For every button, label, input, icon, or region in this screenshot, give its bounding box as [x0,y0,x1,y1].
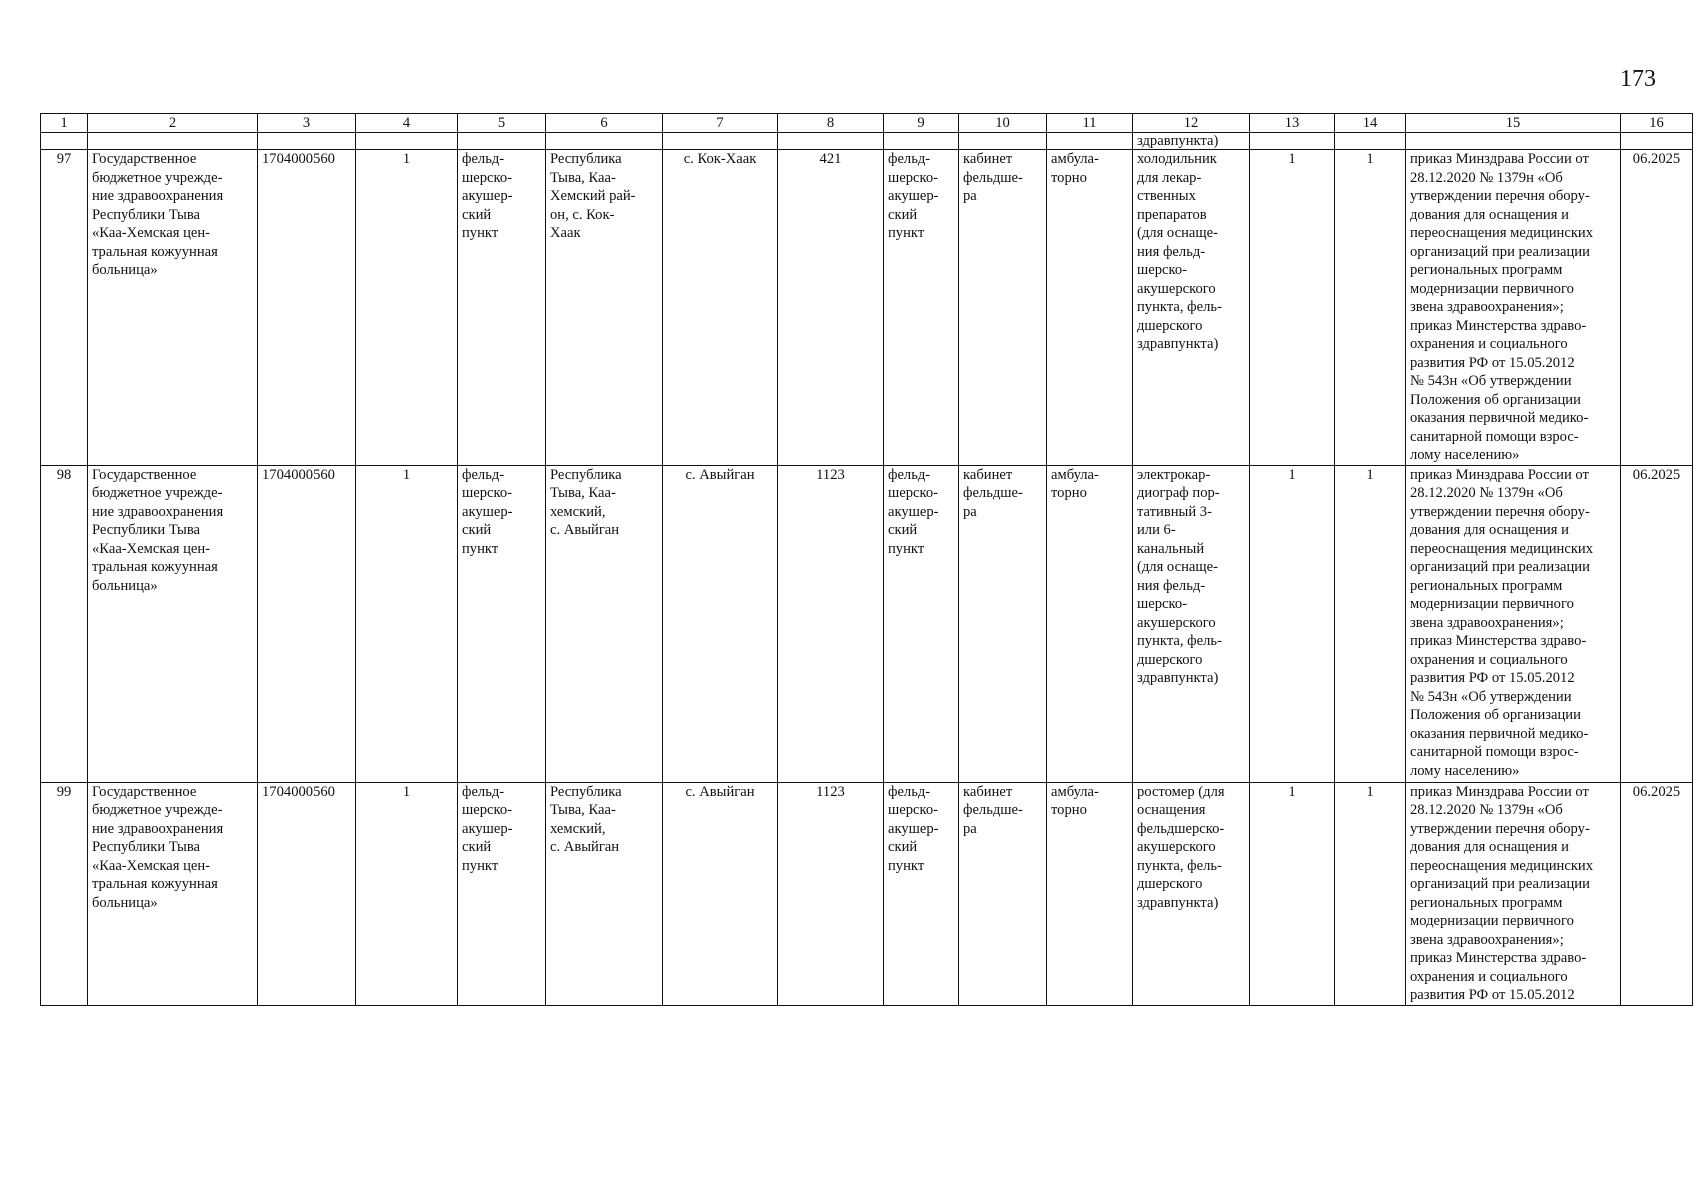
table-row [41,150,1693,466]
column-number: 7 [663,114,778,133]
column-14-value: 1 [1335,465,1406,782]
address: Республика Тыва, Каа- хемский, с. Авыйган [550,466,622,538]
unit-type-2: фельд- шерско- акушер- ский пункт [888,466,939,557]
unit-type: фельд- шерско- акушер- ский пункт [462,151,513,241]
column-number: 1 [41,114,88,133]
unit-type-2: фельд- шерско- акушер- ский пункт [888,151,939,241]
column-number: 2 [88,114,258,133]
population: 421 [778,150,884,466]
carry-over-text: здравпункта) [1133,133,1250,150]
column-number: 3 [258,114,356,133]
carry-over-row [41,133,1693,150]
column-14-value: 1 [1335,150,1406,466]
column-4-value: 1 [356,782,458,1005]
equipment: ростомер (для оснащения фельдшерско- акушерского пункта, фель- дшерского здравпункта) [1137,783,1225,911]
address: Республика Тыва, Каа- Хемский рай- он, с. Кок- Хаак [550,151,636,241]
column-number: 6 [546,114,663,133]
equipment: электрокар- диограф пор- тативный 3- или 6- канальный (для оснаще- ния фельд- шерско- акушерского пункта, фель- дшерского здравпункта) [1137,466,1222,686]
legal-basis: приказ Минздрава России от 28.12.2020 № 1379н «Об утверждении перечня обору- дования для оснащения и переоснащения медицинских организаций при реализации региональных программ модернизации первичного звена здравоохранения»; приказ Минстерства здраво- охранения и социального развития РФ от 15.05.2012 № 543н «Об утверждении Положения об организации оказания первичной медико- санитарной помощи взрос- лому населению» [1410,151,1594,463]
column-number: 10 [959,114,1047,133]
settlement: с. Авыйган [663,782,778,1005]
column-number: 15 [1406,114,1621,133]
row-number: 97 [41,150,88,466]
care-form: амбула- торно [1051,466,1099,501]
room: кабинет фельдше- ра [963,466,1023,520]
column-13-value: 1 [1250,150,1335,466]
institution-name: Государственное бюджетное учрежде- ние здравоохранения Республики Тыва «Каа-Хемская цен- тральная кожуунная больница» [92,783,224,911]
settlement: с. Кок-Хаак [663,150,778,466]
column-number: 4 [356,114,458,133]
column-number: 16 [1621,114,1693,133]
care-form: амбула- торно [1051,151,1099,186]
column-number: 14 [1335,114,1406,133]
column-number: 9 [884,114,959,133]
column-4-value: 1 [356,465,458,782]
page-number: 173 [1620,66,1656,92]
unit-type: фельд- шерско- акушер- ский пункт [462,783,513,874]
table-row [41,782,1693,1005]
address: Республика Тыва, Каа- хемский, с. Авыйган [550,783,622,855]
settlement: с. Авыйган [663,465,778,782]
institution-code: 1704000560 [258,782,356,1005]
care-form: амбула- торно [1051,783,1099,818]
column-number: 11 [1047,114,1133,133]
institution-code: 1704000560 [258,465,356,782]
institution-name: Государственное бюджетное учрежде- ние здравоохранения Республики Тыва «Каа-Хемская цен- тральная кожуунная больница» [92,151,224,278]
column-number: 5 [458,114,546,133]
legal-basis: приказ Минздрава России от 28.12.2020 № 1379н «Об утверждении перечня обору- дования для оснащения и переоснащения медицинских организаций при реализации региональных программ модернизации первичного звена здравоохранения»; приказ Минстерства здраво- охранения и социального развития РФ от 15.05.2012 [1410,783,1594,1003]
column-number-row [41,114,1693,133]
table-row [41,465,1693,782]
unit-type-2: фельд- шерско- акушер- ский пункт [888,783,939,874]
column-number: 13 [1250,114,1335,133]
room: кабинет фельдше- ра [963,783,1023,837]
population: 1123 [778,465,884,782]
equipment-register-table [40,113,1693,1006]
date: 06.2025 [1621,150,1693,466]
row-number: 98 [41,465,88,782]
population: 1123 [778,782,884,1005]
column-13-value: 1 [1250,465,1335,782]
column-number: 12 [1133,114,1250,133]
row-number: 99 [41,782,88,1005]
column-13-value: 1 [1250,782,1335,1005]
unit-type: фельд- шерско- акушер- ский пункт [462,466,513,557]
column-number: 8 [778,114,884,133]
column-4-value: 1 [356,150,458,466]
equipment: холодильник для лекар- ственных препаратов (для оснаще- ния фельд- шерско- акушерского пункта, фель- дшерского здравпункта) [1137,151,1222,352]
room: кабинет фельдше- ра [963,151,1023,204]
column-14-value: 1 [1335,782,1406,1005]
institution-name: Государственное бюджетное учрежде- ние здравоохранения Республики Тыва «Каа-Хемская цен- тральная кожуунная больница» [92,466,224,594]
date: 06.2025 [1621,782,1693,1005]
date: 06.2025 [1621,465,1693,782]
legal-basis: приказ Минздрава России от 28.12.2020 № 1379н «Об утверждении перечня обору- дования для оснащения и переоснащения медицинских организаций при реализации региональных программ модернизации первичного звена здравоохранения»; приказ Минстерства здраво- охранения и социального развития РФ от 15.05.2012 № 543н «Об утверждении Положения об организации оказания первичной медико- санитарной помощи взрос- лому населению» [1410,466,1594,779]
institution-code: 1704000560 [258,150,356,466]
